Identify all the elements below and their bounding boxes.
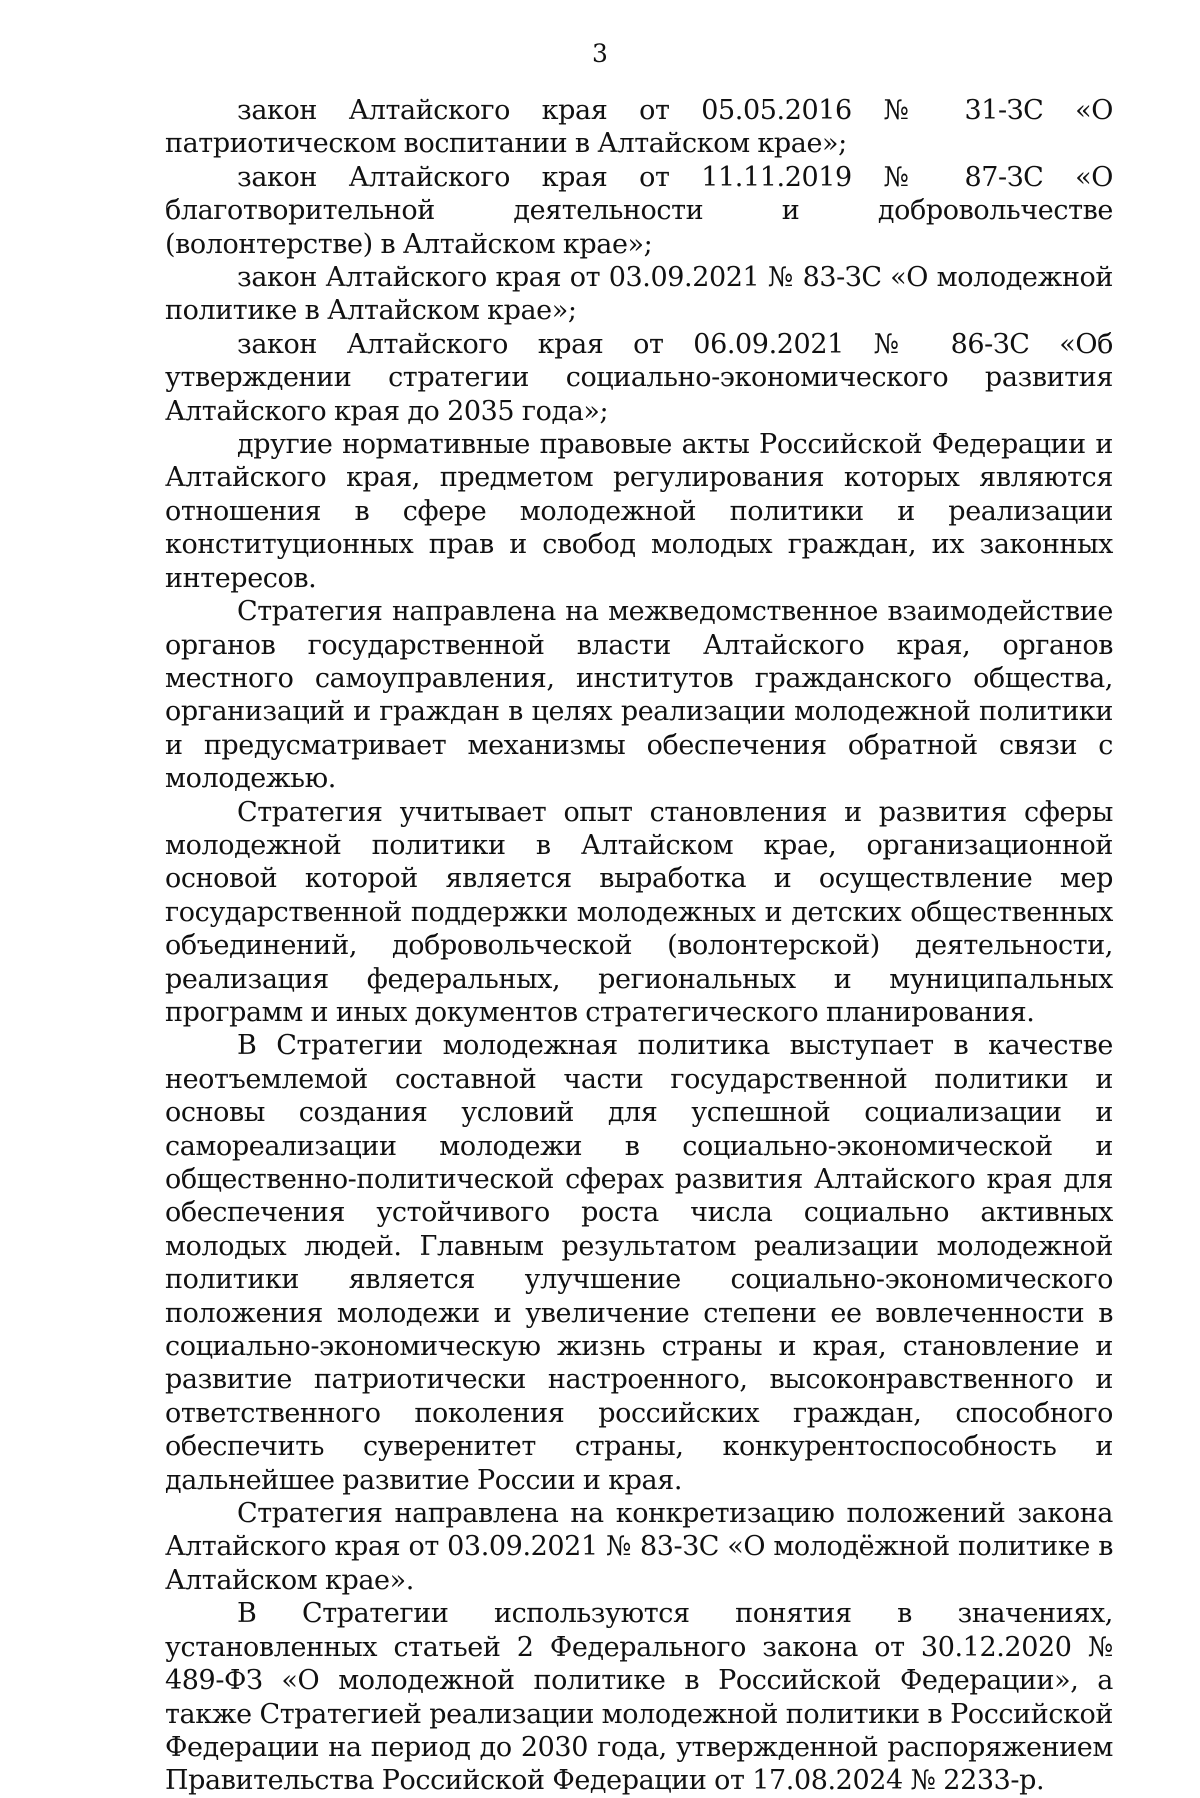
paragraph-law-socioeconomic-strategy: закон Алтайского края от 06.09.2021 № 86-ЗС «Об утверждении стратегии социально-экономического развития Алтайского края до 2035 года»; bbox=[165, 328, 1113, 427]
paragraph-law-patriotic-education: закон Алтайского края от 05.05.2016 № 31-ЗС «О патриотическом воспитании в Алтайском крае»; bbox=[165, 95, 1113, 160]
paragraph-definitions: В Стратегии используются понятия в значениях, установленных статьей 2 Федерального закона от 30.12.2020 № 489-ФЗ «О молодежной политике в Российской Федерации», а также Стратегией реализации молодежной политики в Российской Федерации на период до 2030 года, утвержденной распоряжением Правительства Российской Федерации от 17.08.2024 № 2233-р. bbox=[165, 1598, 1113, 1797]
paragraph-law-youth-policy: закон Алтайского края от 03.09.2021 № 83-ЗС «О молодежной политике в Алтайском крае»; bbox=[165, 262, 1113, 327]
paragraph-youth-policy-role: В Стратегии молодежная политика выступает в качестве неотъемлемой составной части государственной политики и основы создания условий для успешной социализации и самореализации молодежи в социально-экономической и общественно-политической сферах развития Алтайского края для обеспечения устойчивого роста числа социально активных молодых людей. Главным результатом реализации молодежной политики является улучшение социально-экономического положения молодежи и увеличение степени ее вовлеченности в социально-экономическую жизнь страны и края, становление и развитие патриотически настроенного, высоконравственного и ответственного поколения российских граждан, способного обеспечить суверенитет страны, конкурентоспособность и дальнейшее развитие России и края. bbox=[165, 1030, 1113, 1496]
paragraph-law-charity-volunteering: закон Алтайского края от 11.11.2019 № 87-ЗС «О благотворительной деятельности и добровольчестве (волонтерстве) в Алтайском крае»; bbox=[165, 161, 1113, 260]
paragraph-other-legal-acts: другие нормативные правовые акты Российской Федерации и Алтайского края, предметом регулирования которых являются отношения в сфере молодежной политики и реализации конституционных прав и свобод молодых граждан, их законных интересов. bbox=[165, 429, 1113, 594]
paragraph-experience: Стратегия учитывает опыт становления и развития сферы молодежной политики в Алтайском крае, организационной основой которой является выработка и осуществление мер государственной поддержки молодежных и детских общественных объединений, добровольческой (волонтерской) деятельности, реализация федеральных, региональных и муниципальных программ и иных документов стратегического планирования. bbox=[165, 796, 1113, 1028]
paragraph-interagency-cooperation: Стратегия направлена на межведомственное взаимодействие органов государственной власти Алтайского края, органов местного самоуправления, институтов гражданского общества, организаций и граждан в целях реализации молодежной политики и предусматривает механизмы обеспечения обратной связи с молодежью. bbox=[165, 596, 1113, 795]
page-number: 3 bbox=[592, 39, 608, 68]
document-body bbox=[165, 94, 1113, 1798]
paragraph-concretization: Стратегия направлена на конкретизацию положений закона Алтайского края от 03.09.2021 № 83-ЗС «О молодёжной политике в Алтайском крае». bbox=[165, 1498, 1113, 1596]
